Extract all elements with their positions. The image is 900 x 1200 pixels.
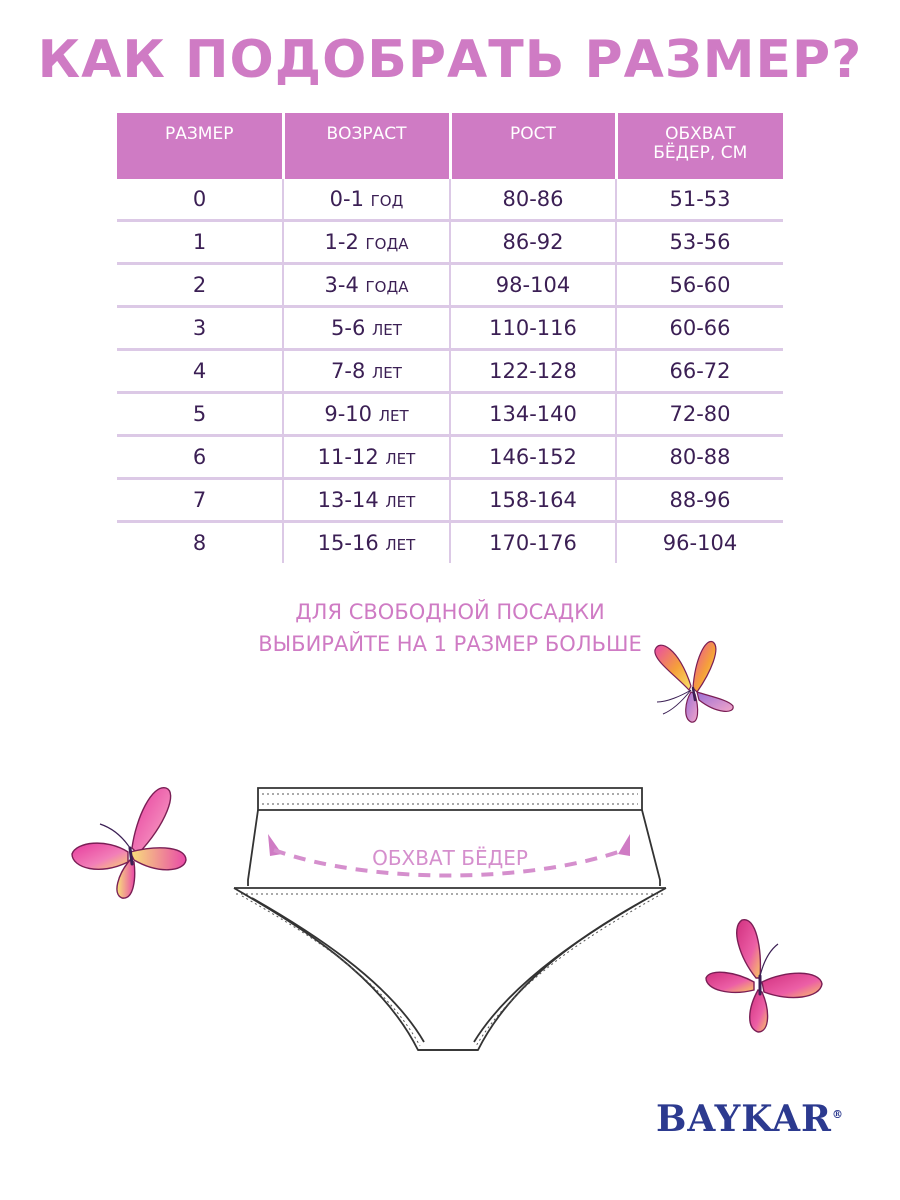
cell-height: 86-92 (450, 221, 616, 264)
table-row (117, 307, 783, 350)
table-row (117, 436, 783, 479)
cell-height: 170-176 (450, 522, 616, 564)
cell-height: 80-86 (450, 179, 616, 221)
cell-hip: 72-80 (616, 393, 783, 436)
table-body (117, 179, 783, 563)
butterfly-icon (700, 912, 828, 1038)
registered-mark: ® (831, 1108, 844, 1121)
cell-age (283, 436, 450, 479)
age-unit: ЛЕТ (372, 364, 402, 382)
cell-size: 0 (117, 179, 283, 221)
age-range: 7-8 (331, 359, 366, 383)
header-height: РОСТ (450, 113, 616, 179)
cell-hip: 96-104 (616, 522, 783, 564)
fit-note-line1: ДЛЯ СВОБОДНОЙ ПОСАДКИ (295, 600, 605, 624)
cell-size: 6 (117, 436, 283, 479)
age-unit: ЛЕТ (378, 407, 409, 425)
cell-size: 3 (117, 307, 283, 350)
table-row (117, 479, 783, 522)
age-range: 11-12 (317, 445, 379, 469)
header-hip (616, 113, 783, 179)
cell-hip: 80-88 (616, 436, 783, 479)
table-row (117, 522, 783, 564)
cell-age (283, 264, 450, 307)
header-size: РАЗМЕР (117, 113, 283, 179)
age-range: 3-4 (324, 273, 359, 297)
brand-name: BAYKAR (656, 1098, 832, 1140)
age-range: 13-14 (317, 488, 379, 512)
hip-measurement-label: ОБХВАТ БЁДЕР (372, 846, 528, 870)
table-header-row (117, 113, 783, 179)
page-title: КАК ПОДОБРАТЬ РАЗМЕР? (37, 30, 863, 90)
cell-size: 8 (192, 531, 207, 555)
cell-hip: 66-72 (616, 350, 783, 393)
table-row (117, 393, 783, 436)
cell-size: 5 (117, 393, 283, 436)
cell-size: 2 (117, 264, 283, 307)
table-row (117, 179, 783, 221)
cell-hip: 88-96 (616, 479, 783, 522)
table-row (117, 221, 783, 264)
header-hip-line2: БЁДЕР, СМ (653, 143, 748, 163)
briefs-outline-icon (228, 780, 668, 1070)
butterfly-icon (645, 630, 745, 730)
age-unit: ГОДА (365, 235, 409, 253)
age-range: 1-2 (324, 230, 359, 254)
cell-age (283, 522, 450, 564)
cell-age (283, 221, 450, 264)
table-row (117, 350, 783, 393)
cell-age (283, 307, 450, 350)
cell-height: 158-164 (450, 479, 616, 522)
cell-height: 110-116 (450, 307, 616, 350)
age-unit: ЛЕТ (385, 536, 416, 554)
cell-age (283, 179, 450, 221)
cell-hip: 51-53 (616, 179, 783, 221)
cell-height: 122-128 (450, 350, 616, 393)
cell-hip: 56-60 (616, 264, 783, 307)
fit-note-line2: ВЫБИРАЙТЕ НА 1 РАЗМЕР БОЛЬШЕ (258, 632, 642, 656)
age-unit: ЛЕТ (385, 450, 416, 468)
age-unit: ЛЕТ (385, 493, 416, 511)
cell-height: 146-152 (450, 436, 616, 479)
age-range: 9-10 (324, 402, 373, 426)
age-range: 15-16 (317, 531, 379, 555)
age-range: 5-6 (331, 316, 366, 340)
cell-hip: 53-56 (616, 221, 783, 264)
header-age: ВОЗРАСТ (283, 113, 450, 179)
age-unit: ГОДА (365, 278, 409, 296)
cell-size: 1 (117, 221, 283, 264)
table-row (117, 264, 783, 307)
cell-height: 98-104 (450, 264, 616, 307)
cell-age (283, 393, 450, 436)
age-unit: ЛЕТ (372, 321, 402, 339)
butterfly-icon (66, 778, 194, 906)
header-hip-line1: ОБХВАТ (665, 124, 736, 144)
cell-size: 4 (117, 350, 283, 393)
cell-size: 7 (117, 479, 283, 522)
age-range: 0-1 (329, 187, 364, 211)
brand-logo (656, 1098, 844, 1140)
cell-age (283, 479, 450, 522)
size-chart-table (117, 113, 783, 563)
age-unit: ГОД (370, 192, 404, 210)
cell-hip: 60-66 (616, 307, 783, 350)
cell-age (283, 350, 450, 393)
cell-height: 134-140 (450, 393, 616, 436)
